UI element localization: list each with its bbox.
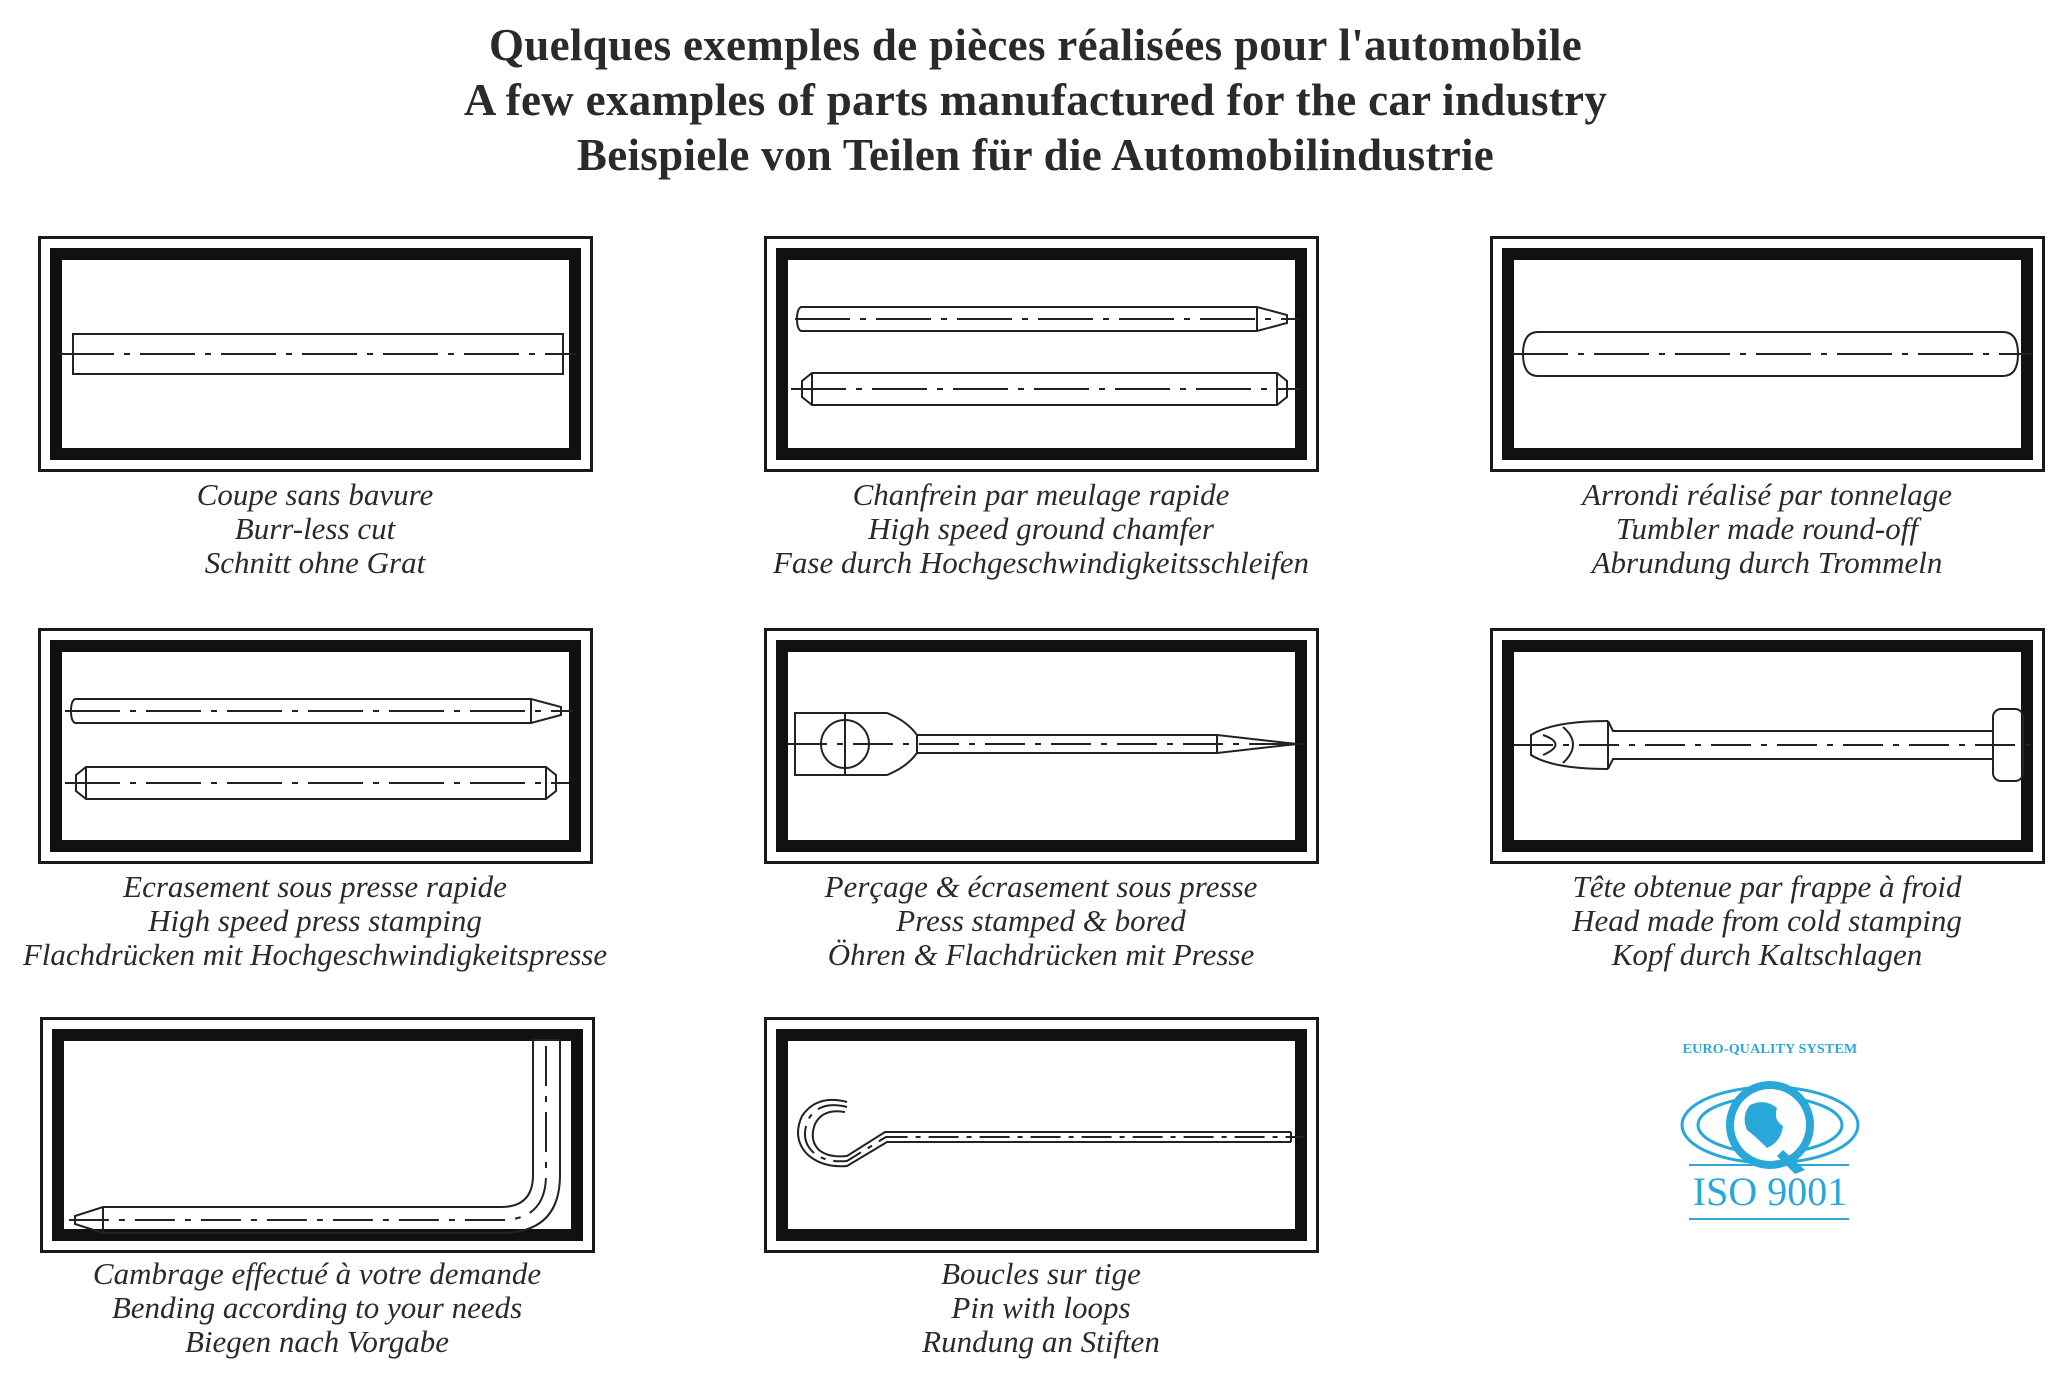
panel-pin-loops: [764, 1017, 1319, 1253]
panel-cold-stamping-head: [1490, 628, 2045, 864]
caption-stamped-bored: Perçage & écrasement sous presse Press stamped & bored Öhren & Flachdrücken mit Presse: [824, 869, 1258, 972]
caption-cold-stamping-head: Tête obtenue par frappe à froid Head made from cold stamping Kopf durch Kaltschlagen: [1572, 869, 1962, 972]
title-english: A few examples of parts manufactured for the car industry: [463, 75, 1608, 125]
panel-burrless-cut: [38, 236, 593, 472]
tumbler-roundoff-drawing: [1493, 239, 2048, 475]
ground-chamfer-drawing: [767, 239, 1322, 475]
title-french: Quelques exemples de pièces réalisées pour l'automobile: [488, 20, 1583, 70]
caption-ground-chamfer: Chanfrein par meulage rapide High speed ground chamfer Fase durch Hochgeschwindigkeitsschleifen: [772, 477, 1310, 580]
page-title: [0, 18, 2071, 183]
panel-stamped-bored: [764, 628, 1319, 864]
caption-pin-loops: Boucles sur tige Pin with loops Rundung an Stiften: [922, 1256, 1160, 1359]
caption-press-stamping: Ecrasement sous presse rapide High speed press stamping Flachdrücken mit Hochgeschwindigkeitspresse: [22, 869, 608, 972]
caption-bending: Cambrage effectué à votre demande Bending according to your needs Biegen nach Vorgabe: [92, 1256, 542, 1359]
burrless-cut-drawing: [41, 239, 596, 475]
panel-bending: [40, 1017, 595, 1253]
logo-rule-top: [1689, 1164, 1849, 1166]
cold-stamping-head-drawing: [1493, 631, 2048, 867]
panel-press-stamping: [38, 628, 593, 864]
press-stamping-drawing: [41, 631, 596, 867]
pin-loops-drawing: [767, 1020, 1322, 1256]
stamped-bored-drawing: [767, 631, 1322, 867]
euro-quality-logo: [1655, 1030, 1885, 1240]
logo-rule-bottom: [1689, 1218, 1849, 1220]
caption-tumbler-roundoff: Arrondi réalisé par tonnelage Tumbler made round-off Abrundung durch Trommeln: [1582, 477, 1952, 580]
caption-burrless-cut: Coupe sans bavure Burr-less cut Schnitt ohne Grat: [196, 477, 434, 580]
panel-ground-chamfer: [764, 236, 1319, 472]
iso-standard-label: ISO 9001: [1692, 1169, 1848, 1214]
logo-top-text: EURO-QUALITY SYSTEM: [1682, 1042, 1858, 1057]
panel-tumbler-roundoff: [1490, 236, 2045, 472]
bending-drawing: [43, 1020, 598, 1256]
title-german: Beispiele von Teilen für die Automobilindustrie: [576, 130, 1495, 180]
